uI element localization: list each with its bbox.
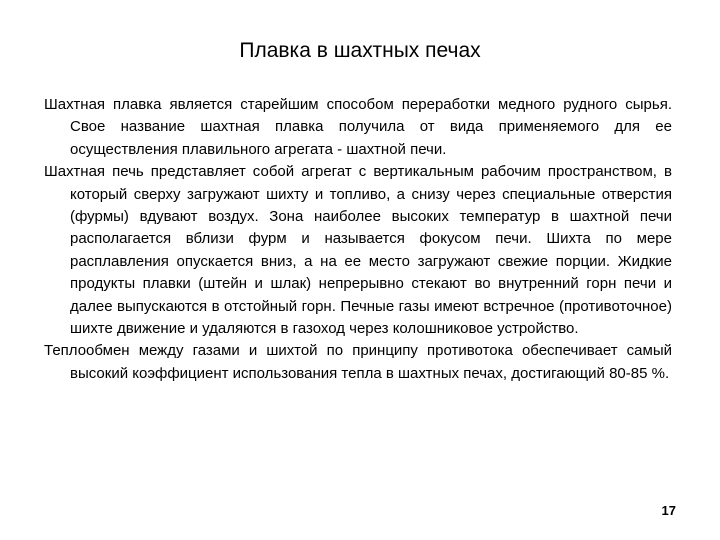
paragraph-text: Теплообмен между газами и шихтой по: [44, 342, 353, 360]
paragraph-shaft-smelting: [44, 94, 672, 161]
paragraph-heat-exchange: [44, 340, 672, 385]
slide-title: Плавка в шахтных печах: [239, 39, 481, 62]
slide-body: [44, 94, 672, 385]
paragraph-text: обеспечивает самый высокий коэффициент использования тепла в шахтных печах, достигающий 80-85 %.: [70, 342, 672, 382]
term-shaft-furnace: Шахтная печь: [44, 163, 144, 181]
term-shaft-smelting: Шахтная плавка: [44, 96, 162, 113]
paragraph-text: является старейшим способом переработки медного рудного сырья. Свое название шахтная плавка получила от вида применяемого для ее осуществления плавильного агрегата - шахтной печи.: [70, 96, 672, 158]
term-counterflow-principle: принципу противотока: [352, 342, 513, 360]
paragraph-shaft-furnace: [44, 161, 672, 340]
page-number: 17: [661, 503, 676, 518]
paragraph-text: представляет собой агрегат с вертикальным рабочим пространством, в который сверху загружают шихту и топливо, а снизу через специальные отверстия (фурмы) вдувают воздух. Зона наиболее высоких температур в шахтной печи располагается вблизи фурм и называется фокусом печи. Шихта по мере расплавления опускается вниз, а на ее место загружают свежие порции. Жидкие продукты плавки (штейн и шлак) непрерывно стекают во внутренний горн печи и далее выпускаются в отстойный горн. Печные газы имеют встречное (противоточное) шихте движение и удаляются в газоход через колошниковое устройство.: [70, 163, 672, 338]
